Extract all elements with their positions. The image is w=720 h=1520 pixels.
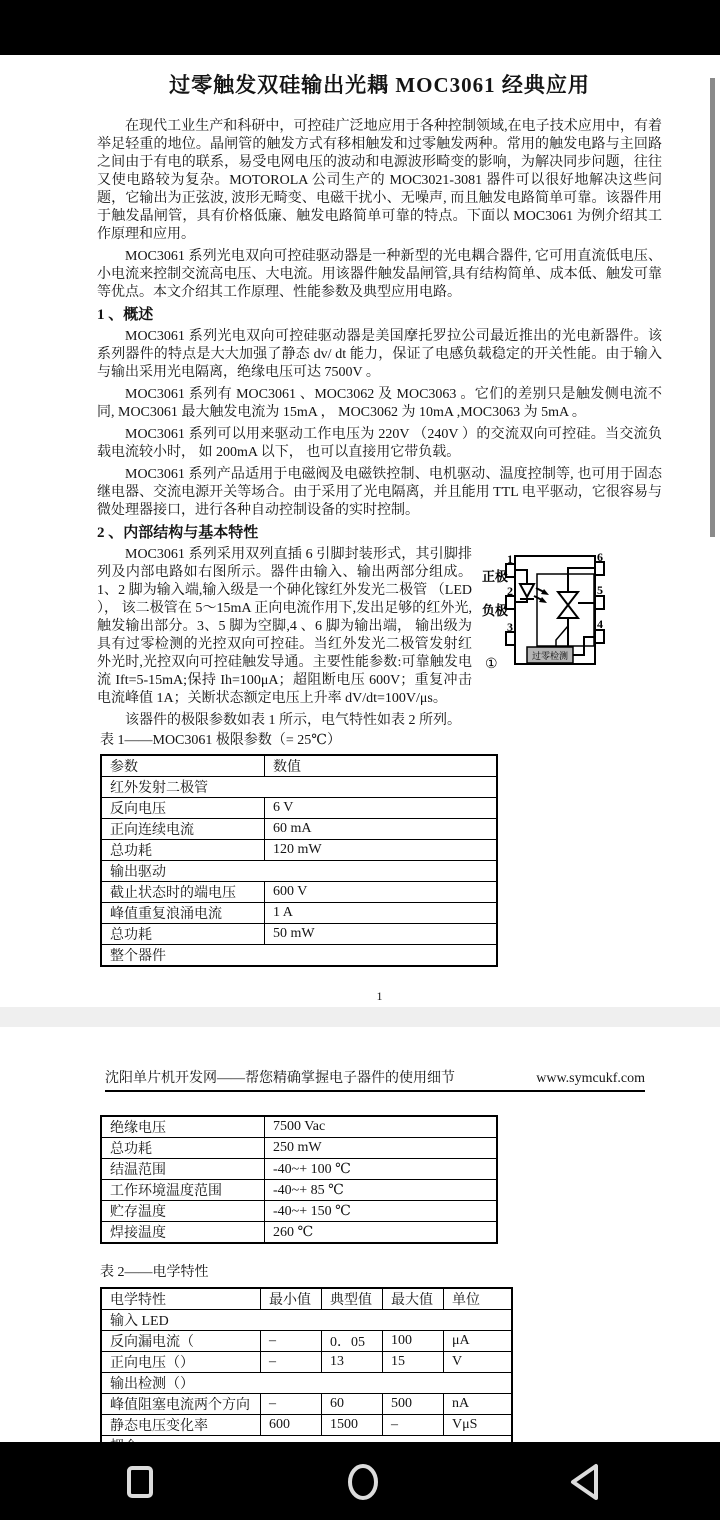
- table-cell: μA: [444, 1331, 513, 1352]
- paragraph: MOC3061 系列光电双向可控硅驱动器是一种新型的光电耦合器件, 它可用直流低电压、小电流来控制交流高电压、大电流。用该器件触发晶闸管,具有结构简单、成本低、触发可靠等优点。本文介绍其工作原理、性能参数及典型应用电路。: [97, 249, 662, 300]
- table-section-cell: 输出检测（）: [101, 1373, 512, 1394]
- home-button[interactable]: [345, 1463, 381, 1501]
- table-row: [101, 1201, 497, 1222]
- table-cell: -40~+ 85 ℃: [265, 1180, 498, 1201]
- table-cell: 结温范围: [101, 1159, 265, 1180]
- paragraph: 该器件的极限参数如表 1 所示，电气特性如表 2 所列。: [125, 713, 461, 728]
- svg-text:1: 1: [507, 552, 513, 566]
- paragraph: MOC3061 系列光电双向可控硅驱动器是美国摩托罗拉公司最近推出的光电新器件。该系列器件的特点是大大加强了静态 dv/ dt 能力，保证了电感负载稳定的开关性能。由于输入与输出采用光电隔离，绝缘电压可达 7500V 。: [97, 329, 662, 380]
- page-number: 1: [376, 989, 383, 1003]
- table-row: [101, 1373, 512, 1394]
- table-cell: 峰值重复浪涌电流: [101, 903, 265, 924]
- table-cell: 绝缘电压: [101, 1116, 265, 1138]
- table-cell: 正向电压（）: [101, 1352, 261, 1373]
- table-section-cell: 红外发射二极管: [101, 777, 497, 798]
- table-row: [101, 1310, 512, 1331]
- home-circle-icon: [347, 1463, 379, 1501]
- svg-text:4: 4: [597, 617, 603, 631]
- chip-diagram-icon: [480, 548, 662, 684]
- table-cell: 500: [383, 1394, 444, 1415]
- table-row: [101, 777, 497, 798]
- table-row: [101, 903, 497, 924]
- android-nav-bar: [0, 1442, 720, 1520]
- table1-caption: 表 1——MOC3061 极限参数（= 25℃）: [100, 733, 341, 748]
- table-row: [101, 1415, 512, 1436]
- table-row: [101, 861, 497, 882]
- table-limit-parameters: [100, 754, 498, 967]
- table-header-cell: 单位: [444, 1288, 513, 1310]
- table-cell: 焊接温度: [101, 1222, 265, 1244]
- paragraph: MOC3061 系列采用双列直插 6 引脚封装形式，其引脚排列及内部电路如右图所示。器件由输入、输出两部分组成。1、2 脚为输入端,输入级是一个砷化镓红外发光二极管 （LED ）， 该二极管在 5～15mA 正向电流作用下,发出足够的红外光,触发输出部分。3、5 脚为空脚,4 、6 脚为输出端， 输出级为具有过零检测的光控双向可控硅。当红外发光二极管发射红外光时,光控双向可控硅触发导通。主要性能参数:可靠触发电流 Ift=5-15mA;保持 Ih=100μA；超阻断电压 600V；重复冲击电流峰值 1A；关断状态额定电压上升率 dV/dt=100V/μs。: [97, 547, 472, 706]
- table-cell: –: [383, 1415, 444, 1436]
- table-header-cell: 电学特性: [101, 1288, 261, 1310]
- table-cell: 总功耗: [101, 924, 265, 945]
- document-title: 过零触发双硅输出光耦 MOC3061 经典应用: [169, 73, 590, 97]
- table-row: [101, 1138, 497, 1159]
- table-cell: -40~+ 150 ℃: [265, 1201, 498, 1222]
- chip-pinout-figure: [480, 548, 662, 684]
- table-header-cell: 最大值: [383, 1288, 444, 1310]
- table-section-cell: 整个器件: [101, 945, 497, 967]
- recents-button[interactable]: [122, 1463, 158, 1501]
- table-cell: 1 A: [265, 903, 498, 924]
- table-row: [101, 1116, 497, 1138]
- svg-text:正极: 正极: [482, 569, 509, 584]
- table-header-cell: 参数: [101, 755, 265, 777]
- paragraph: 在现代工业生产和科研中，可控硅广泛地应用于各种控制领域,在电子技术应用中，有着举足轻重的地位。晶闸管的触发方式有移相触发和过零触发两种。常用的触发电路与主回路之间由于有电的联系，易受电网电压的波动和电源波形畸变的影响，为解决同步问题，往往又使电路较为复杂。MOTOROLA 公司生产的 MOC3021-3081 器件可以很好地解决这些问题，它输出为正弦波, 波形无畸变、电磁干扰小、无噪声, 而且触发电路简单可靠。该器件用于触发晶闸管，具有价格低廉、触发电路简单可靠的特点。下面以 MOC3061 为例介绍其工作原理和应用。: [97, 119, 662, 242]
- table-cell: nA: [444, 1394, 513, 1415]
- svg-text:5: 5: [597, 583, 603, 597]
- table-cell: 7500 Vac: [265, 1116, 498, 1138]
- running-header: [105, 1067, 645, 1092]
- table-cell: 工作环境温度范围: [101, 1180, 265, 1201]
- table-cell: 静态电压变化率: [101, 1415, 261, 1436]
- table-cell: 250 mW: [265, 1138, 498, 1159]
- document-page-1[interactable]: [0, 55, 720, 1007]
- table-row: [101, 840, 497, 861]
- table-cell: 贮存温度: [101, 1201, 265, 1222]
- table-row: [101, 1352, 512, 1373]
- table-header-row: [101, 1288, 512, 1310]
- section-heading-2: 2 、内部结构与基本特性: [97, 525, 259, 541]
- table-header-cell: 数值: [265, 755, 498, 777]
- table-cell: 13: [322, 1352, 383, 1373]
- table-row: [101, 819, 497, 840]
- table-row: [101, 882, 497, 903]
- svg-text:①: ①: [485, 657, 498, 672]
- svg-text:负极: 负极: [482, 603, 509, 618]
- table-row: [101, 924, 497, 945]
- scrollbar-thumb[interactable]: [710, 78, 715, 537]
- status-bar: [0, 0, 720, 55]
- table-cell: –: [261, 1352, 322, 1373]
- table2-caption: 表 2——电学特性: [100, 1265, 209, 1280]
- table-cell: 50 mW: [265, 924, 498, 945]
- document-page-2[interactable]: [0, 1027, 720, 1442]
- table-cell: 反向电压: [101, 798, 265, 819]
- paragraph: MOC3061 系列可以用来驱动工作电压为 220V （240V ）的交流双向可控硅。当交流负载电流较小时， 如 200mA 以下， 也可以直接用它带负载。: [97, 427, 662, 460]
- table-limit-parameters-continued: [100, 1115, 498, 1244]
- site-url: www.symcukf.com: [536, 1071, 645, 1086]
- svg-text:过零检测: 过零检测: [531, 651, 569, 661]
- table-cell: 600: [261, 1415, 322, 1436]
- table-row: [101, 798, 497, 819]
- table-cell: 1500: [322, 1415, 383, 1436]
- table-cell: 260 ℃: [265, 1222, 498, 1244]
- table-cell: 正向连续电流: [101, 819, 265, 840]
- table-cell: 60 mA: [265, 819, 498, 840]
- table-header-row: [101, 755, 497, 777]
- table-cell: 0．05: [322, 1331, 383, 1352]
- table-cell: VμS: [444, 1415, 513, 1436]
- table-row: [101, 1180, 497, 1201]
- table-cell: 总功耗: [101, 840, 265, 861]
- table-row: [101, 1394, 512, 1415]
- svg-text:2: 2: [507, 584, 513, 598]
- table-cell: 15: [383, 1352, 444, 1373]
- recents-square-icon: [126, 1465, 154, 1499]
- table-section-cell: 输出驱动: [101, 861, 497, 882]
- table-cell: 6 V: [265, 798, 498, 819]
- table-cell: 100: [383, 1331, 444, 1352]
- table-row: [101, 1159, 497, 1180]
- table-cell: –: [261, 1331, 322, 1352]
- table-cell: 总功耗: [101, 1138, 265, 1159]
- paragraph: MOC3061 系列有 MOC3061 、MOC3062 及 MOC3063 。它们的差别只是触发侧电流不同, MOC3061 最大触发电流为 15mA ， MOC3062 为 10mA ,MOC3063 为 5mA 。: [97, 387, 662, 420]
- table-row: [101, 945, 497, 967]
- paragraph: MOC3061 系列产品适用于电磁阀及电磁铁控制、电机驱动、温度控制等, 也可用于固态继电器、交流电源开关等场合。由于采用了光电隔离，并且能用 TTL 电平驱动，它很容易与微处理器接口，进行各种自动控制设备的实时控制。: [97, 467, 662, 518]
- table-cell: 60: [322, 1394, 383, 1415]
- svg-text:3: 3: [507, 620, 513, 634]
- table-section-cell: 输入 LED: [101, 1310, 512, 1331]
- table-cell: 600 V: [265, 882, 498, 903]
- table-cell: –: [261, 1394, 322, 1415]
- svg-text:6: 6: [597, 550, 603, 564]
- site-name: 沈阳单片机开发网——帮您精确掌握电子器件的使用细节: [105, 1071, 455, 1086]
- table-cell: 120 mW: [265, 840, 498, 861]
- table-header-cell: 最小值: [261, 1288, 322, 1310]
- back-triangle-icon: [569, 1463, 601, 1501]
- table-row: [101, 1331, 512, 1352]
- table-header-cell: 典型值: [322, 1288, 383, 1310]
- table-cell: V: [444, 1352, 513, 1373]
- table-cell: 峰值阻塞电流两个方向: [101, 1394, 261, 1415]
- back-button[interactable]: [567, 1463, 603, 1501]
- table-cell: 截止状态时的端电压: [101, 882, 265, 903]
- page-separator: [0, 1007, 720, 1027]
- section-heading-1: 1 、概述: [97, 307, 154, 323]
- table-row: [101, 1222, 497, 1244]
- table-cell: 反向漏电流（: [101, 1331, 261, 1352]
- table-cell: -40~+ 100 ℃: [265, 1159, 498, 1180]
